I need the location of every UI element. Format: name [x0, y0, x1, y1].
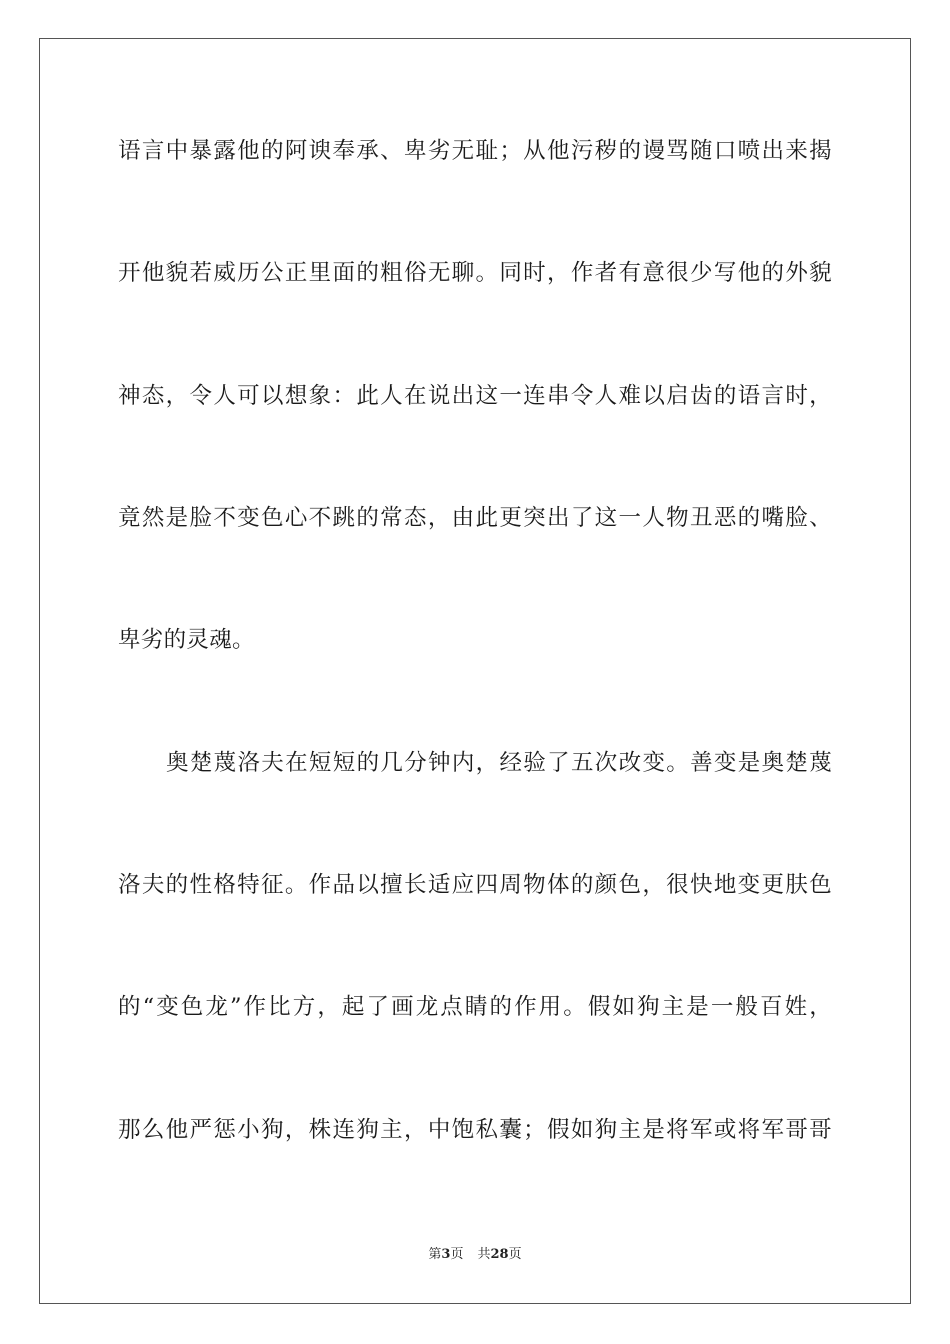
- total-pages: 28: [490, 1247, 509, 1262]
- page-prefix: 第: [428, 1247, 442, 1262]
- text-line-9: 那么他严惩小狗，株连狗主，中饱私囊；假如狗主是将军或将军哥哥: [118, 1117, 832, 1143]
- text-line-5: 卑劣的灵魂。: [118, 627, 255, 653]
- text-line-7: 洛夫的性格特征。作品以擅长适应四周物体的颜色，很快地变更肤色: [118, 872, 832, 898]
- page-footer: [0, 1246, 950, 1264]
- total-suffix: 页: [508, 1247, 522, 1262]
- text-line-2: 开他貌若威历公正里面的粗俗无聊。同时，作者有意很少写他的外貌: [118, 260, 832, 286]
- text-line-8: 的“变色龙”作比方，起了画龙点睛的作用。假如狗主是一般百姓，: [118, 994, 832, 1020]
- text-line-4: 竟然是脸不变色心不跳的常态，由此更突出了这一人物丑恶的嘴脸、: [118, 505, 832, 531]
- text-line-6: 奥楚蔑洛夫在短短的几分钟内，经验了五次改变。善变是奥楚蔑: [166, 750, 832, 776]
- page-number: 3: [441, 1247, 451, 1262]
- text-line-1: 语言中暴露他的阿谀奉承、卑劣无耻；从他污秽的谩骂随口喷出来揭: [118, 138, 832, 164]
- text-line-3: 神态，令人可以想象：此人在说出这一连串令人难以启齿的语言时，: [118, 383, 832, 409]
- page-suffix: 页: [450, 1247, 464, 1262]
- total-prefix: 共: [477, 1247, 491, 1262]
